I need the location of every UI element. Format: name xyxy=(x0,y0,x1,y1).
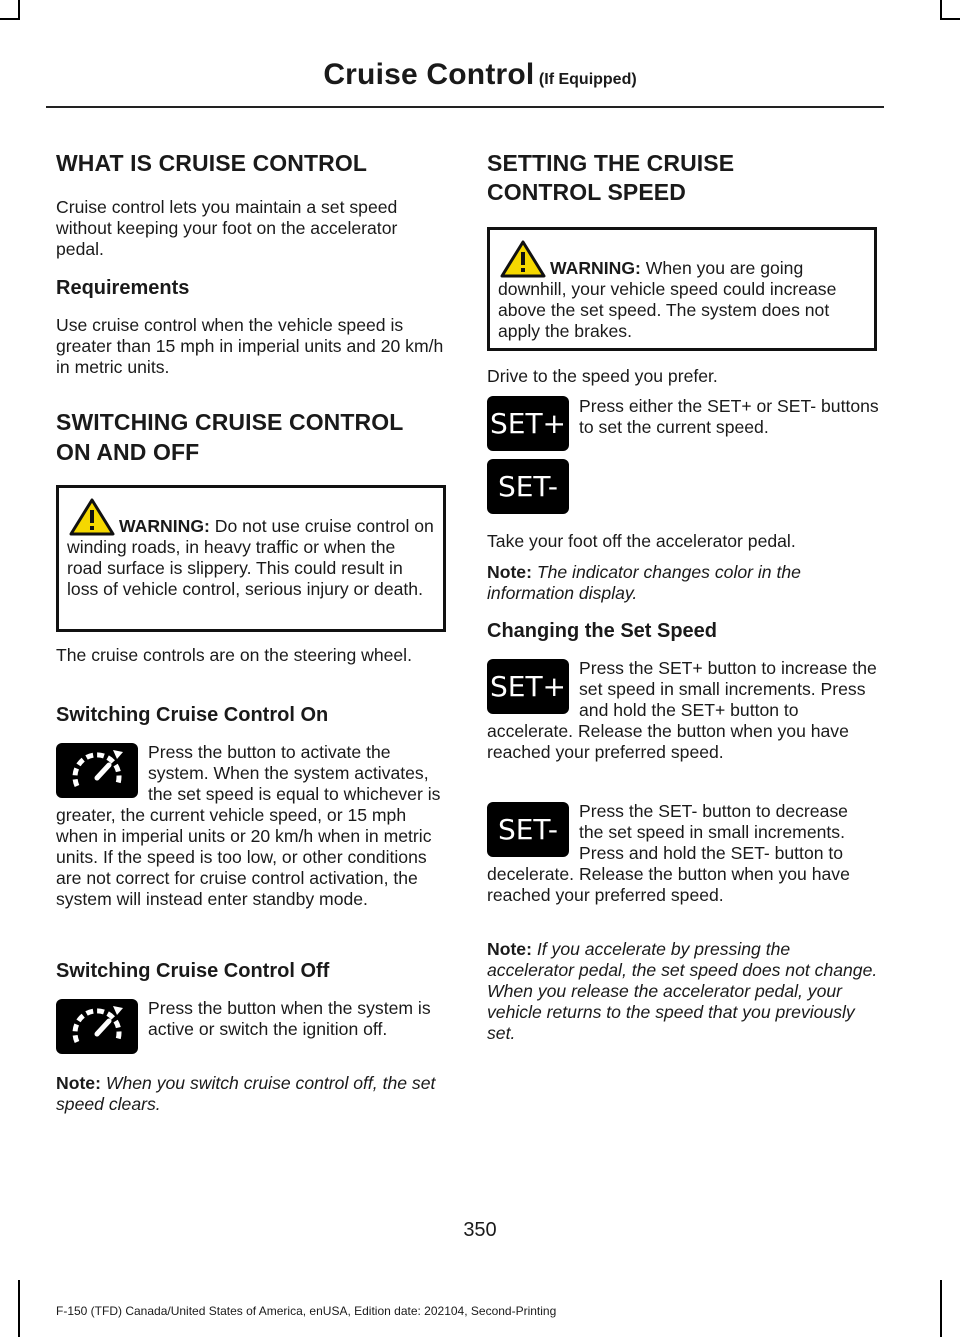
header-rule xyxy=(46,106,884,108)
paragraph-drive: Drive to the speed you prefer. xyxy=(487,366,718,386)
heading-switch-on: Switching Cruise Control On xyxy=(56,704,329,726)
warning-box xyxy=(487,227,877,351)
set-minus-button-icon xyxy=(487,459,569,514)
paragraph-what: Cruise control lets you maintain a set speed without keeping your foot on the accelerator pedal. xyxy=(56,197,398,259)
note-indicator xyxy=(487,562,877,604)
warning-label: WARNING: xyxy=(119,516,210,536)
set-plus-button-icon xyxy=(487,396,569,451)
warning-label: WARNING: xyxy=(550,258,641,278)
heading-switching-1: SWITCHING CRUISE CONTROL xyxy=(56,409,404,435)
heading-setting-2: CONTROL SPEED xyxy=(487,179,686,205)
heading-setting-1: SETTING THE CRUISE xyxy=(487,150,735,176)
note-text: The indicator changes color in the information display. xyxy=(487,562,801,603)
note-label: Note: xyxy=(56,1073,101,1093)
note-text: When you switch cruise control off, the set speed clears. xyxy=(56,1073,436,1114)
footer-edition: F-150 (TFD) Canada/United States of America, enUSA, Edition date: 202104, Second-Printing xyxy=(56,1304,557,1318)
note-text: If you accelerate by pressing the accelerator pedal, the set speed does not change. When you release the accelerator pedal, your vehicle returns to the speed that you previously set. xyxy=(487,939,878,1043)
cruise-control-icon xyxy=(56,999,138,1054)
note-label: Note: xyxy=(487,939,532,959)
warning-text: Do not use cruise control on winding roads, in heavy traffic or when the road surface is slippery. This could result in loss of vehicle control, serious injury or death. xyxy=(67,516,434,599)
note-accelerate xyxy=(487,939,879,1044)
note-label: Note: xyxy=(487,562,532,582)
set-minus-label: SET- xyxy=(497,813,559,846)
set-minus-label: SET- xyxy=(497,470,559,503)
crop-mark xyxy=(0,18,20,20)
crop-mark xyxy=(940,18,960,20)
heading-requirements: Requirements xyxy=(56,277,190,299)
paragraph-set-plus: Press the SET+ button to increase the set speed in small increments. Press and hold the SET+ button to accelerate. Release the button when you have reached your preferred speed. xyxy=(487,658,877,762)
note-off xyxy=(56,1073,448,1115)
speedometer-icon xyxy=(67,748,127,794)
warning-box xyxy=(56,485,446,632)
warning-triangle-icon xyxy=(69,498,115,536)
warning-triangle-icon xyxy=(500,240,546,278)
crop-mark xyxy=(18,1280,20,1337)
page-number: 350 xyxy=(463,1219,497,1241)
speedometer-icon xyxy=(67,1004,127,1050)
page-title: Cruise Control xyxy=(323,58,535,91)
heading-changing-set-speed: Changing the Set Speed xyxy=(487,620,718,642)
heading-what-is-cruise-control: WHAT IS CRUISE CONTROL xyxy=(56,150,367,176)
set-plus-button-icon xyxy=(487,659,569,714)
warning-text: When you are going downhill, your vehicle speed could increase above the set speed. The system does not apply the brakes. xyxy=(498,258,837,341)
paragraph-switch-off: Press the button when the system is active or switch the ignition off. xyxy=(148,998,431,1039)
paragraph-foot: Take your foot off the accelerator pedal. xyxy=(487,531,796,551)
crop-mark xyxy=(18,0,20,20)
crop-mark xyxy=(940,0,942,20)
crop-mark xyxy=(940,1280,942,1337)
paragraph-requirements: Use cruise control when the vehicle speed is greater than 15 mph in imperial units and 20 km/h in metric units. xyxy=(56,315,444,377)
heading-switch-off: Switching Cruise Control Off xyxy=(56,960,330,982)
paragraph-set-minus: Press the SET- button to decrease the set speed in small increments. Press and hold the SET- button to decelerate. Release the button when you have reached your preferred speed. xyxy=(487,801,850,905)
paragraph-controls: The cruise controls are on the steering wheel. xyxy=(56,645,412,665)
set-plus-label: SET+ xyxy=(489,670,567,703)
heading-switching-2: ON AND OFF xyxy=(56,439,200,465)
page-subtitle: (If Equipped) xyxy=(538,71,637,88)
set-minus-button-icon xyxy=(487,802,569,857)
paragraph-press-set: Press either the SET+ or SET- buttons to set the current speed. xyxy=(579,396,879,437)
set-plus-label: SET+ xyxy=(489,407,567,440)
page-header xyxy=(0,58,960,92)
cruise-control-icon xyxy=(56,743,138,798)
paragraph-switch-on: Press the button to activate the system. When the system activates, the set speed is equal to whichever is greater, the current vehicle speed, or 15 mph when in imperial units or 20 km/h when in metric units. If the speed is too low, or other conditions are not correct for cruise control activation, the system will instead enter standby mode. xyxy=(56,742,441,909)
